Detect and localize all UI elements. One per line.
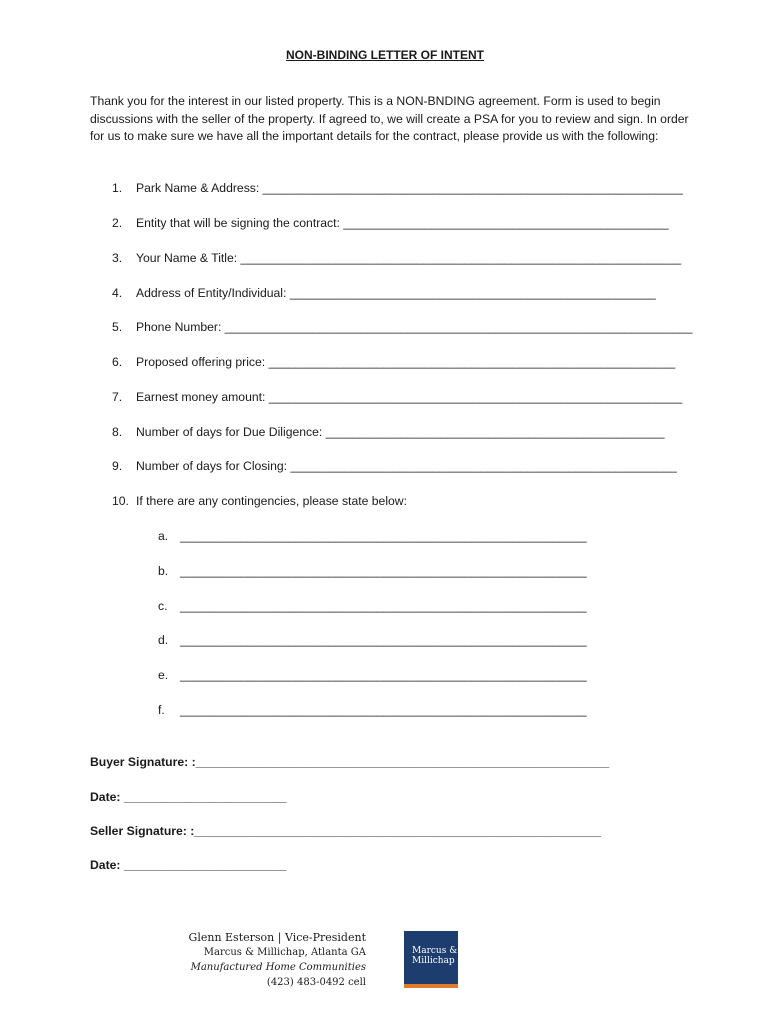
field-contingencies-heading: 10. If there are any contingencies, please state below:: [112, 494, 407, 508]
intro-paragraph: Thank you for the interest in our listed property. This is a NON-BNDING agreement. Form is used to begin discussions with the seller of the property. If agreed to, we will create a PSA for you to review and sign. In order for us to make sure we have all the important details for the contract, please provide us with the following:: [90, 94, 689, 144]
contingency-line-f: f. ____________________________________________________________: [158, 703, 587, 717]
field-closing-days: 9. Number of days for Closing: _________________________________________________________: [112, 459, 677, 473]
field-due-diligence-days: 8. Number of days for Due Diligence: __________________________________________________: [112, 425, 665, 439]
contact-block: [189, 930, 366, 990]
contingency-line-c: c. ____________________________________________________________: [158, 599, 587, 613]
buyer-signature-line: Buyer Signature: :_____________________________________________________________: [90, 755, 610, 769]
contact-company: Marcus & Millichap, Atlanta GA: [203, 947, 366, 958]
field-signing-entity: 2. Entity that will be signing the contract: ________________________________________________: [112, 216, 669, 230]
seller-date-line: Date: ________________________: [90, 858, 287, 872]
logo-accent-bar: [404, 984, 458, 988]
contact-division: Manufactured Home Communities: [190, 962, 366, 973]
field-phone-number: 5. Phone Number: _____________________________________________________________________: [112, 320, 693, 334]
contingency-line-e: e. ____________________________________________________________: [158, 668, 587, 682]
field-name-title: 3. Your Name & Title: _________________________________________________________________: [112, 251, 682, 265]
contingency-line-d: d. ____________________________________________________________: [158, 633, 587, 647]
field-earnest-money: 7. Earnest money amount: _____________________________________________________________: [112, 390, 683, 404]
document-title: NON-BINDING LETTER OF INTENT: [286, 48, 484, 62]
buyer-date-line: Date: ________________________: [90, 790, 287, 804]
field-offering-price: 6. Proposed offering price: ____________________________________________________________: [112, 355, 676, 369]
contingency-line-b: b. ____________________________________________________________: [158, 564, 587, 578]
field-park-name-address: 1. Park Name & Address: ______________________________________________________________: [112, 181, 683, 195]
seller-signature-line: Seller Signature: :____________________________________________________________: [90, 824, 601, 838]
contact-phone: (423) 483-0492 cell: [266, 977, 366, 988]
company-logo: Marcus & Millichap: [404, 931, 458, 988]
contact-name: Glenn Esterson | Vice-President: [188, 931, 366, 944]
field-entity-address: 4. Address of Entity/Individual: ______________________________________________________: [112, 286, 656, 300]
contingency-line-a: a. ____________________________________________________________: [158, 529, 587, 543]
